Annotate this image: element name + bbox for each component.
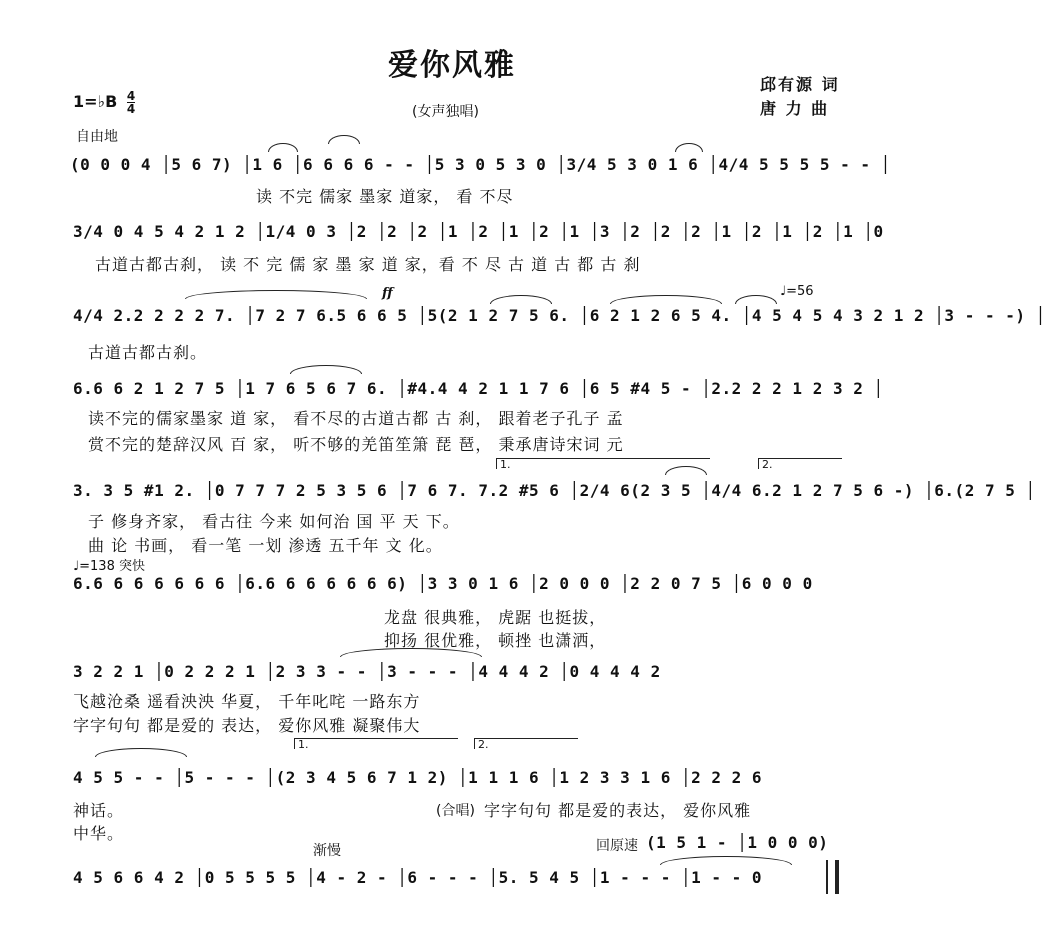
lyric-row-8b: 中华。	[73, 824, 125, 843]
ritardando-marking: 渐慢	[313, 843, 341, 859]
song-title: 爱你风雅	[388, 48, 516, 83]
score-row-2: 3/4 0 4 5 4 2 1 2 │1/4 0 3 │2 │2 │2 │1 │2 │1 │2 │1 │3 │2 │2 │2 │1 │2 │1 │2 │1 │0	[73, 222, 884, 241]
score-row-4: 6.6 6 2 1 2 7 5 │1 7 6 5 6 7 6. │#4.4 4 2 1 1 7 6 │6 5 #4 5 - │2.2 2 2 1 2 3 2 │	[73, 379, 884, 398]
key-signature: 1=♭B $\frac{4}{4}$	[73, 89, 136, 116]
score-row-5: 3. 3 5 #1 2. │0 7 7 7 2 5 3 5 6 │7 6 7. 7.2 #5 6 │2/4 6(2 3 5 │4/4 6.2 1 2 7 5 6 -) │6.(2 7 5 │	[73, 481, 1036, 500]
composer-credit: 唐 力 曲	[760, 99, 830, 118]
score-row-1: (0 0 0 4 │5 6 7) │1 6 │6 6 6 6 - - │5 3 0 5 3 0 │3/4 5 3 0 1 6 │4/4 5 5 5 5 - - │	[70, 155, 891, 174]
lyric-row-7b: 字字句句 都是爱的 表达， 爱你风雅 凝聚伟大	[73, 716, 421, 735]
lyric-row-6a: 龙盘 很典雅， 虎踞 也挺拔，	[384, 608, 607, 627]
volta-2: 2.	[758, 458, 842, 469]
score-row-7: 3 2 2 1 │0 2 2 2 1 │2 3 3 - - │3 - - - │4 4 4 2 │0 4 4 4 2	[73, 662, 661, 681]
lyric-row-3: 古道古都古刹。	[88, 343, 208, 362]
volta-1: 1.	[496, 458, 710, 469]
a-tempo-marking: 回原速	[596, 838, 638, 854]
volta-1b: 1.	[294, 738, 458, 749]
lyricist-credit: 邱有源 词	[760, 75, 840, 94]
lyric-row-4b: 赏不完的楚辞汉风 百 家， 听不够的羌笛笙箫 琵 琶， 秉承唐诗宋词 元	[88, 435, 624, 454]
chorus-lyric: 字字句句 都是爱的表达， 爱你风雅	[484, 801, 752, 820]
a-tempo-notes: (1 5 1 - │1 0 0 0)	[646, 833, 829, 852]
lyric-row-2: 古道古都古刹， 读 不 完 儒 家 墨 家 道 家，看 不 尽 古 道 古 都 古 刹	[95, 255, 641, 274]
score-row-6: 6.6 6 6 6 6 6 6 │6.6 6 6 6 6 6 6) │3 3 0 1 6 │2 0 0 0 │2 2 0 7 5 │6 0 0 0	[73, 574, 813, 593]
tempo-marking-56: ♩=56	[780, 284, 814, 299]
final-barline	[826, 860, 839, 894]
performance-note: (女声独唱)	[412, 104, 479, 120]
time-signature: $\frac{4}{4}$	[126, 89, 136, 116]
lyric-row-5b: 曲 论 书画， 看一笔 一划 渗透 五千年 文 化。	[88, 536, 443, 555]
lyric-row-5a: 子 修身齐家， 看古往 今来 如何治 国 平 天 下。	[88, 512, 460, 531]
score-row-3: 4/4 2.2 2 2 2 7. │7 2 7 6.5 6 6 5 │5(2 1 2 7 5 6. │6 2 1 2 6 5 4. │4 5 4 5 4 3 2 1 2 │3 - - -) │	[73, 306, 1046, 325]
score-row-8: 4 5 5 - - │5 - - - │(2 3 4 5 6 7 1 2) │1 1 1 6 │1 2 3 3 1 6 │2 2 2 6	[73, 768, 763, 787]
chorus-label: (合唱)	[436, 803, 475, 819]
dynamic-ff: ff	[382, 286, 393, 301]
tempo-marking-138: ♩=138 突快	[73, 559, 145, 574]
lyric-row-4a: 读不完的儒家墨家 道 家， 看不尽的古道古都 古 刹， 跟着老子孔子 孟	[88, 409, 624, 428]
lyric-row-6b: 抑扬 很优雅， 顿挫 也潇洒，	[384, 631, 607, 650]
volta-2b: 2.	[474, 738, 578, 749]
tempo-free: 自由地	[76, 129, 118, 145]
lyric-row-8a: 神话。	[73, 801, 125, 820]
score-row-9: 4 5 6 6 4 2 │0 5 5 5 5 │4 - 2 - │6 - - - │5. 5 4 5 │1 - - - │1 - - 0	[73, 868, 763, 887]
lyric-row-7a: 飞越沧桑 遥看泱泱 华夏， 千年叱咤 一路东方	[73, 692, 421, 711]
lyric-row-1: 读 不完 儒家 墨家 道家， 看 不尽	[256, 187, 514, 206]
